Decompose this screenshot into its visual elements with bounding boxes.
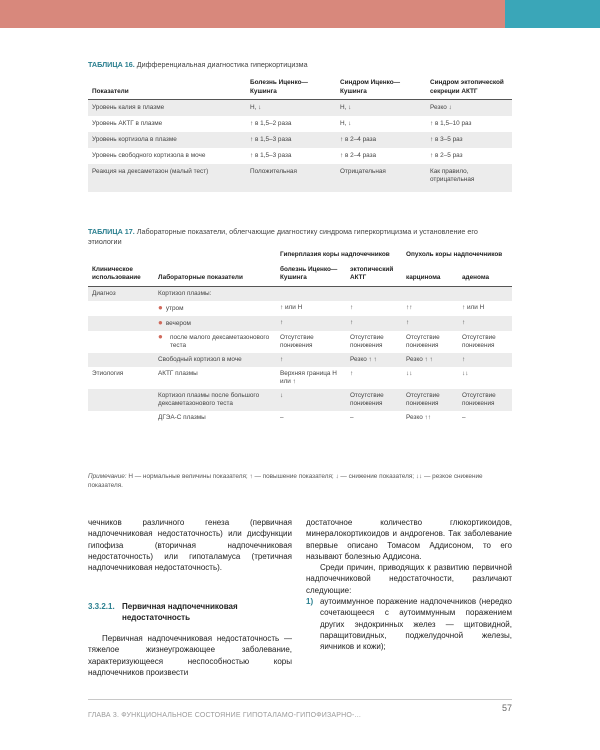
cell: после малого дексаметазонового теста <box>170 333 270 349</box>
cell: ↓↓ <box>462 369 469 377</box>
table-row <box>88 116 512 132</box>
running-footer-text: ГЛАВА 3. ФУНКЦИОНАЛЬНОЕ СОСТОЯНИЕ ГИПОТАЛАМО-ГИПОФИЗАРНО-... <box>88 712 362 719</box>
cell: ↑ <box>276 353 346 367</box>
table-row <box>88 389 512 411</box>
bullet-icon: ● <box>158 302 163 312</box>
cell: Свободный кортизол в моче <box>154 353 276 367</box>
cell: Н, ↓ <box>246 100 336 117</box>
note-text: Н — нормальные величины показателя; ↑ — повышение показателя; ↓ — снижение показателя; ↓↓ — резкое снижение показателя. <box>88 473 483 489</box>
table-group-header-row <box>88 251 512 266</box>
cell: ↓↓ <box>406 369 413 377</box>
cell: Н, ↓ <box>336 100 426 117</box>
cell: Диагноз <box>88 286 154 301</box>
cell: Уровень свободного кортизола в моче <box>92 152 206 159</box>
table-row <box>88 301 512 316</box>
table-row <box>88 316 512 331</box>
right-column <box>306 517 512 653</box>
cell: ↑ или Н <box>462 303 485 311</box>
cell: ↑ в 1,5–3 раза <box>246 132 336 148</box>
table-row <box>88 132 512 148</box>
header-cell: Показатели <box>88 79 246 100</box>
table-header-row <box>88 79 512 100</box>
cell: ДГЭА-С плазмы <box>158 413 206 421</box>
cell: Резко ↑ ↑ <box>346 353 402 367</box>
cell: Резко ↑↑ <box>406 413 431 421</box>
cell: Отсутствие понижения <box>346 389 402 411</box>
table-row <box>88 367 512 389</box>
cell: Этиология <box>92 369 124 377</box>
cell: ↑ или Н <box>280 303 303 311</box>
right-paragraph-2: Среди причин, приводящих к развитию первичной надпочечниковой недостаточности, различают следующие: <box>306 563 512 595</box>
right-paragraph-1: достаточное количество глюкортикоидов, минералокортикоидов и андрогенов. Так заболевание впервые описано Томасом Аддисоном, то его называют болезнью Аддисона. <box>306 518 512 561</box>
group-header-tumor: Опухоль коры надпочечников <box>406 251 503 258</box>
header-cell: Синдром эктопической секреции АКТГ <box>426 79 512 100</box>
left-column-paragraph: чечников различного генеза (первичная надпочечниковая недостаточность) или дисфункции гипофиза (вторичная надпочечниковая недостаточность) или гипоталамуса (третичная надпочечниковая недостаточность). <box>88 518 292 573</box>
cell: Как правило, отрицательная <box>426 164 512 192</box>
top-accent-block <box>505 0 600 28</box>
cell: утром <box>165 304 184 312</box>
list-item-number: 1) <box>306 597 314 607</box>
header-cell: Клиническое использование <box>88 266 154 287</box>
table-16-caption <box>88 60 308 70</box>
table-note <box>88 472 512 490</box>
cell: Кортизол плазмы: <box>154 286 276 301</box>
section-title: Первичная надпочечниковая недостаточность <box>122 602 238 622</box>
page-footer <box>88 699 512 722</box>
cell: ↑ в 1,5–2 раза <box>250 120 292 127</box>
cell: Отсутствие понижения <box>462 333 496 349</box>
header-cell: Лабораторные показатели <box>154 266 276 287</box>
cell: ↑ в 3–5 раз <box>426 132 512 148</box>
header-cell: Болезнь Иценко—Кушинга <box>246 79 336 100</box>
cell: ↑ <box>458 353 512 367</box>
section-paragraph: Первичная надпочечниковая недостаточность — тяжелое жизнеугрожающее заболевание, характеризующееся неспособностью коры надпочечников произвести <box>88 634 292 677</box>
table-row <box>88 148 512 164</box>
list-item <box>306 596 512 652</box>
cell: вечером <box>165 319 191 327</box>
cell: ↑ <box>350 303 354 311</box>
cell: Отсутствие понижения <box>280 333 314 349</box>
cell: – <box>280 413 284 421</box>
cell: ↑ <box>346 316 402 331</box>
cell: ↑ в 1,5–10 раз <box>430 120 472 127</box>
table-row <box>88 100 512 117</box>
cell: Отсутствие понижения <box>350 333 384 349</box>
cell: ↑ <box>276 316 346 331</box>
table-row <box>88 164 512 192</box>
cell: ↑ в 1,5–3 раза <box>250 152 292 159</box>
header-cell: Синдром Иценко—Кушинга <box>336 79 426 100</box>
section-heading <box>88 601 292 623</box>
bullet-icon: ● <box>158 331 163 341</box>
cell: Резко ↑ ↑ <box>402 353 458 367</box>
cell: Уровень кортизола в плазме <box>88 132 246 148</box>
list-item-text: аутоиммунное поражение надпочечников (нередко сочетающееся с аутоиммунным поражением других эндокринных желез — щитовидной, паращитовидных, поджелудочной железы, яичников и кожи); <box>320 597 512 652</box>
cell: Реакция на дексаметазон (малый тест) <box>88 164 246 192</box>
bullet-icon: ● <box>158 317 163 327</box>
group-header-hyperplasia: Гиперплазия коры надпочечников <box>280 251 390 258</box>
cell: ↑ в 2–4 раза <box>340 152 377 159</box>
cell: – <box>462 413 466 421</box>
header-cell: карцинома <box>402 266 458 287</box>
table-17-title: Лабораторные показатели, облегчающие диагностику синдрома гиперкортицизма и установление его этиологии <box>88 227 478 246</box>
cell: Уровень калия в плазме <box>88 100 246 117</box>
header-cell: болезнь Иценко—Кушинга <box>276 266 346 287</box>
table-row <box>88 286 512 301</box>
table-row <box>88 353 512 367</box>
table-row <box>88 411 512 425</box>
cell: ↑↑ <box>406 303 413 311</box>
cell: ↑ <box>458 316 512 331</box>
cell: Резко ↓ <box>426 100 512 117</box>
table-17-label: ТАБЛИЦА 17. <box>88 227 135 236</box>
cell: ↑ <box>350 369 354 377</box>
header-cell: аденома <box>458 266 512 287</box>
cell: Н, ↓ <box>340 120 352 127</box>
table-row <box>88 331 512 353</box>
cell: Верхняя граница Н или ↑ <box>280 369 337 385</box>
cell: ↑ в 2–5 раз <box>430 152 463 159</box>
table-16-title: Дифференциальная диагностика гиперкортицизма <box>136 60 308 69</box>
page-number: 57 <box>501 703 512 713</box>
cell: Отсутствие понижения <box>458 389 512 411</box>
cell: Отрицательная <box>336 164 426 192</box>
note-label: Примечание: <box>88 473 127 480</box>
table-17-caption <box>88 227 508 247</box>
table-header-row <box>88 266 512 287</box>
cell: Положительная <box>246 164 336 192</box>
table-16 <box>88 79 512 192</box>
cell: ↓ <box>276 389 346 411</box>
table-17 <box>88 251 512 425</box>
cell: Уровень АКТГ в плазме <box>92 120 163 127</box>
cell: Кортизол плазмы после большого дексаметазонового теста <box>154 389 276 411</box>
cell: АКТГ плазмы <box>158 369 198 377</box>
cell: Отсутствие понижения <box>406 333 440 349</box>
cell: Отсутствие понижения <box>402 389 458 411</box>
table-16-label: ТАБЛИЦА 16. <box>88 60 135 69</box>
cell: ↑ <box>402 316 458 331</box>
section-number: 3.3.2.1. <box>88 602 115 611</box>
cell: – <box>350 413 354 421</box>
header-cell: эктопический АКТГ <box>346 266 402 287</box>
cell: ↑ в 2–4 раза <box>336 132 426 148</box>
